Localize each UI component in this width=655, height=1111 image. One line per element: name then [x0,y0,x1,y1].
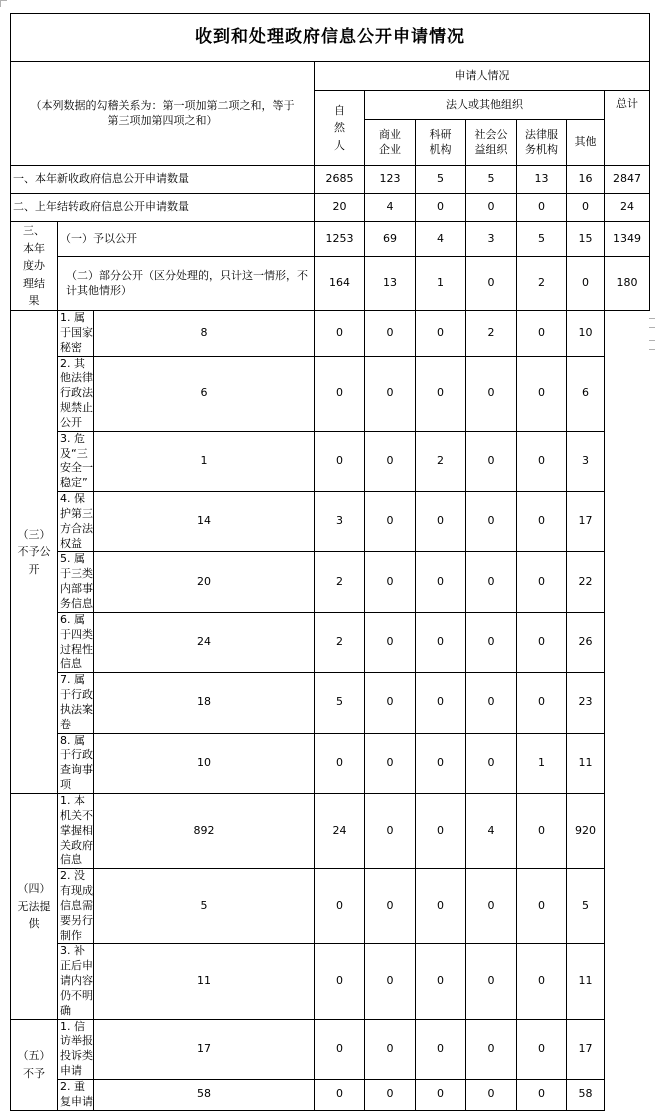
cell-social: 3 [466,222,517,257]
header-other: 其他 [567,120,605,166]
cell-natural-person: 2685 [315,166,365,194]
cell-social: 0 [416,492,466,552]
cell-other: 0 [517,356,567,431]
cell-total: 5 [567,869,605,944]
cell-total: 17 [567,1019,605,1079]
cell-total: 58 [567,1080,605,1111]
header-applicant: 申请人情况 [315,62,650,91]
cell-natural-person: 11 [94,944,315,1019]
cell-other: 0 [517,869,567,944]
cell-social: 0 [466,194,517,222]
cell-total: 11 [567,733,605,793]
cell-legal-service: 0 [466,869,517,944]
cell-natural-person: 14 [94,492,315,552]
cell-other: 0 [517,492,567,552]
table-row [11,222,650,257]
header-natural-person: 自然人 [315,91,365,166]
cell-commercial: 2 [315,552,365,612]
cell-research: 0 [416,194,466,222]
header-legal-service: 法律服务机构 [517,120,567,166]
table-row [11,793,650,868]
cell-natural-person: 8 [94,310,315,356]
row-label: 一、本年新收政府信息公开申请数量 [11,166,315,194]
cell-social: 0 [466,257,517,311]
row-label: 2. 其他法律行政法规禁止公开 [58,356,94,431]
cell-natural-person: 58 [94,1080,315,1111]
cell-social: 0 [416,1019,466,1079]
cell-research: 0 [365,793,416,868]
cell-legal-service: 0 [466,944,517,1019]
cell-total: 180 [605,257,650,311]
cell-natural-person: 20 [94,552,315,612]
cell-commercial: 69 [365,222,416,257]
cell-natural-person: 1253 [315,222,365,257]
table-row [11,673,650,733]
table-row [11,612,650,672]
header-social: 社会公益组织 [466,120,517,166]
cell-social: 0 [416,733,466,793]
cell-research: 0 [365,310,416,356]
cell-commercial: 0 [315,733,365,793]
cell-research: 0 [365,733,416,793]
cell-social: 0 [416,944,466,1019]
cell-legal-service: 0 [466,356,517,431]
cell-total: 2847 [605,166,650,194]
row-label: 2. 重复申请 [58,1080,94,1111]
cell-research: 0 [365,492,416,552]
cell-other: 0 [517,1019,567,1079]
cell-other: 0 [567,194,605,222]
row-label: 2. 没有现成信息需要另行制作 [58,869,94,944]
sheet-corner-marker [0,0,7,7]
cell-social: 0 [416,869,466,944]
cell-research: 5 [416,166,466,194]
row-label: 二、上年结转政府信息公开申请数量 [11,194,315,222]
cell-legal-service: 0 [466,733,517,793]
cell-commercial: 13 [365,257,416,311]
cell-commercial: 0 [315,310,365,356]
table-row [11,257,650,311]
cell-social: 0 [416,1080,466,1111]
section-3-label: 三、本年度办理结果 [11,222,58,311]
cell-research: 0 [365,1019,416,1079]
cell-other: 0 [517,673,567,733]
cell-total: 23 [567,673,605,733]
cell-social: 0 [416,673,466,733]
cell-legal-service: 0 [466,492,517,552]
cell-total: 10 [567,310,605,356]
group-label-unable: （四）无法提供 [11,793,58,1019]
table-row [11,492,650,552]
cell-total: 3 [567,431,605,491]
cell-commercial: 3 [315,492,365,552]
cell-total: 1349 [605,222,650,257]
cell-social: 0 [416,552,466,612]
header-legal-orgs: 法人或其他组织 [365,91,605,120]
cell-natural-person: 10 [94,733,315,793]
cell-research: 0 [365,869,416,944]
cell-commercial: 5 [315,673,365,733]
cell-natural-person: 24 [94,612,315,672]
cell-total: 6 [567,356,605,431]
row-label: 3. 危及“三安全一稳定” [58,431,94,491]
cell-total: 22 [567,552,605,612]
cell-natural-person: 18 [94,673,315,733]
cell-total: 24 [605,194,650,222]
table-row [11,356,650,431]
table-row [11,869,650,944]
cell-other: 15 [567,222,605,257]
table-note: （本列数据的勾稽关系为：第一项加第二项之和，等于第三项加第四项之和） [11,62,315,166]
cell-natural-person: 20 [315,194,365,222]
row-label: 1. 本机关不掌握相关政府信息 [58,793,94,868]
cell-other: 0 [567,257,605,311]
row-label: 6. 属于四类过程性信息 [58,612,94,672]
cell-legal-service: 2 [466,310,517,356]
cell-natural-person: 1 [94,431,315,491]
cell-commercial: 0 [315,356,365,431]
cell-commercial: 0 [315,1080,365,1111]
cell-commercial: 24 [315,793,365,868]
table-row [11,1019,650,1079]
disclosure-statistics-table [10,13,650,1111]
cell-legal-service: 0 [466,1080,517,1111]
cell-commercial: 4 [365,194,416,222]
cell-research: 0 [365,673,416,733]
row-label: 4. 保护第三方合法权益 [58,492,94,552]
cell-legal-service: 0 [466,1019,517,1079]
cell-total: 11 [567,944,605,1019]
cell-other: 0 [517,310,567,356]
row-label: 3. 补正后申请内容仍不明确 [58,944,94,1019]
cell-legal-service: 0 [466,431,517,491]
table-row [11,1080,650,1111]
cell-legal-service: 13 [517,166,567,194]
row-label: 8. 属于行政查询事项 [58,733,94,793]
cell-social: 5 [466,166,517,194]
cell-commercial: 0 [315,944,365,1019]
group-label-not-open: （三）不予公开 [11,310,58,793]
cell-social: 0 [416,793,466,868]
cell-research: 4 [416,222,466,257]
row-label: （一）予以公开 [58,222,315,257]
cell-research: 0 [365,356,416,431]
cell-commercial: 2 [315,612,365,672]
cell-commercial: 0 [315,869,365,944]
cell-total: 26 [567,612,605,672]
cell-other: 0 [517,612,567,672]
table-row [11,194,650,222]
cell-social: 0 [416,310,466,356]
cell-social: 2 [416,431,466,491]
cell-other: 0 [517,793,567,868]
cell-legal-service: 4 [466,793,517,868]
cell-commercial: 0 [315,1019,365,1079]
cell-legal-service: 5 [517,222,567,257]
cell-research: 1 [416,257,466,311]
cell-total: 17 [567,492,605,552]
header-research: 科研机构 [416,120,466,166]
table-row [11,431,650,491]
cell-natural-person: 164 [315,257,365,311]
table-row [11,733,650,793]
row-label: （二）部分公开（区分处理的，只计这一情形，不计其他情形） [58,257,315,311]
cell-other: 0 [517,552,567,612]
cell-natural-person: 892 [94,793,315,868]
cell-social: 0 [416,356,466,431]
cell-natural-person: 5 [94,869,315,944]
table-title: 收到和处理政府信息公开申请情况 [11,14,650,62]
cell-other: 16 [567,166,605,194]
cell-legal-service: 0 [466,673,517,733]
cell-research: 0 [365,612,416,672]
row-label: 1. 信访举报投诉类申请 [58,1019,94,1079]
header-total: 总计 [605,91,650,166]
table-row [11,552,650,612]
cell-research: 0 [365,944,416,1019]
table-row [11,310,650,356]
cell-social: 0 [416,612,466,672]
row-label: 1. 属于国家秘密 [58,310,94,356]
row-label: 5. 属于三类内部事务信息 [58,552,94,612]
cell-other: 1 [517,733,567,793]
group-label-not-process: （五）不予 [11,1019,58,1110]
cell-legal-service: 0 [466,612,517,672]
cell-other: 0 [517,1080,567,1111]
cell-research: 0 [365,431,416,491]
cell-natural-person: 17 [94,1019,315,1079]
table-row [11,166,650,194]
cell-commercial: 0 [315,431,365,491]
cell-natural-person: 6 [94,356,315,431]
cell-total: 920 [567,793,605,868]
cell-commercial: 123 [365,166,416,194]
cell-other: 0 [517,431,567,491]
cell-research: 0 [365,552,416,612]
cell-research: 0 [365,1080,416,1111]
cell-other: 0 [517,944,567,1019]
cell-legal-service: 0 [466,552,517,612]
row-label: 7. 属于行政执法案卷 [58,673,94,733]
table-row [11,944,650,1019]
header-commercial: 商业企业 [365,120,416,166]
cell-legal-service: 0 [517,194,567,222]
cell-legal-service: 2 [517,257,567,311]
